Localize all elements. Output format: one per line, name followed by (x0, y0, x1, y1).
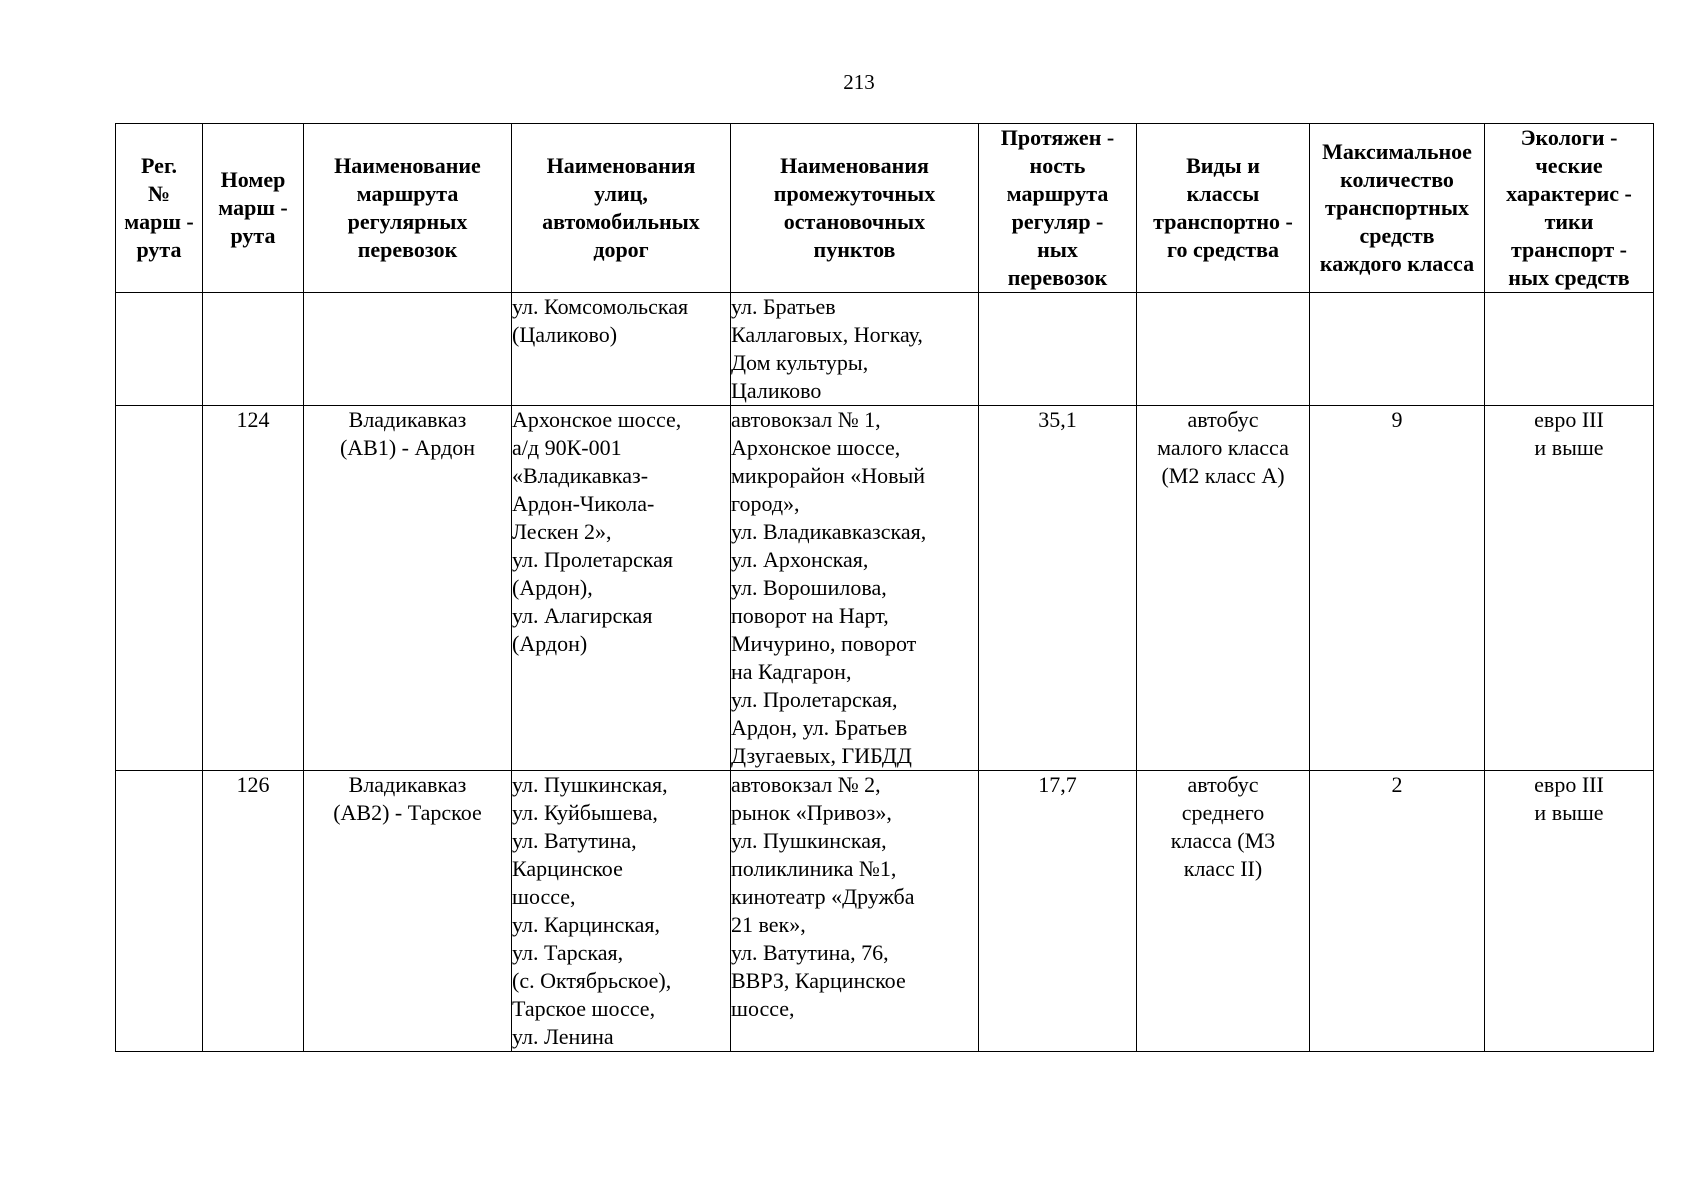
cell-stops: автовокзал № 2, рынок «Привоз», ул. Пушкинская, поликлиника №1, кинотеатр «Дружба 21 век», ул. Ватутина, 76, ВВРЗ, Карцинское шоссе, (731, 771, 979, 1052)
table-row (116, 293, 1654, 406)
table-row (116, 771, 1654, 1052)
cell-length: 17,7 (979, 771, 1137, 1052)
header-length: Протяжен - ность маршрута регуляр - ных перевозок (979, 124, 1137, 293)
cell-stops: автовокзал № 1, Архонское шоссе, микрорайон «Новый город», ул. Владикавказская, ул. Архонская, ул. Ворошилова, поворот на Нарт, Мичурино, поворот на Кадгарон, ул. Пролетарская, Ардон, ул. Братьев Дзугаевых, ГИБДД (731, 406, 979, 771)
cell-max-vehicles: 9 (1310, 406, 1485, 771)
cell-streets: ул. Комсомольская (Цаликово) (512, 293, 731, 406)
cell-reg-no (116, 406, 203, 771)
header-route-name: Наименование маршрута регулярных перевозок (304, 124, 512, 293)
cell-vehicle-class (1137, 293, 1310, 406)
cell-eco: евро III и выше (1485, 406, 1654, 771)
table-row (116, 406, 1654, 771)
header-route-no: Номер марш - рута (203, 124, 304, 293)
cell-route-name: Владикавказ (АВ2) - Тарское (304, 771, 512, 1052)
cell-eco: евро III и выше (1485, 771, 1654, 1052)
header-eco: Экологи - ческие характерис - тики транспорт - ных средств (1485, 124, 1654, 293)
header-vehicle-class: Виды и классы транспортно - го средства (1137, 124, 1310, 293)
header-streets: Наименования улиц, автомобильных дорог (512, 124, 731, 293)
cell-eco (1485, 293, 1654, 406)
header-reg-no: Рег. № марш - рута (116, 124, 203, 293)
routes-table (115, 123, 1654, 1052)
cell-route-no (203, 293, 304, 406)
cell-length: 35,1 (979, 406, 1137, 771)
cell-length (979, 293, 1137, 406)
cell-vehicle-class: автобус малого класса (М2 класс А) (1137, 406, 1310, 771)
cell-vehicle-class: автобус среднего класса (М3 класс II) (1137, 771, 1310, 1052)
cell-route-name (304, 293, 512, 406)
cell-stops: ул. Братьев Каллаговых, Ногкау, Дом культуры, Цаликово (731, 293, 979, 406)
cell-route-name: Владикавказ (АВ1) - Ардон (304, 406, 512, 771)
cell-streets: ул. Пушкинская, ул. Куйбышева, ул. Ватутина, Карцинское шоссе, ул. Карцинская, ул. Тарская, (с. Октябрьское), Тарское шоссе, ул. Ленина (512, 771, 731, 1052)
cell-reg-no (116, 293, 203, 406)
header-max-vehicles: Максимальное количество транспортных средств каждого класса (1310, 124, 1485, 293)
table-header-row (116, 124, 1654, 293)
page-number: 213 (843, 70, 875, 94)
header-stops: Наименования промежуточных остановочных пунктов (731, 124, 979, 293)
cell-max-vehicles (1310, 293, 1485, 406)
cell-streets: Архонское шоссе, а/д 90К-001 «Владикавказ- Ардон-Чикола- Лескен 2», ул. Пролетарская (Ардон), ул. Алагирская (Ардон) (512, 406, 731, 771)
cell-max-vehicles: 2 (1310, 771, 1485, 1052)
cell-reg-no (116, 771, 203, 1052)
cell-route-no: 124 (203, 406, 304, 771)
cell-route-no: 126 (203, 771, 304, 1052)
